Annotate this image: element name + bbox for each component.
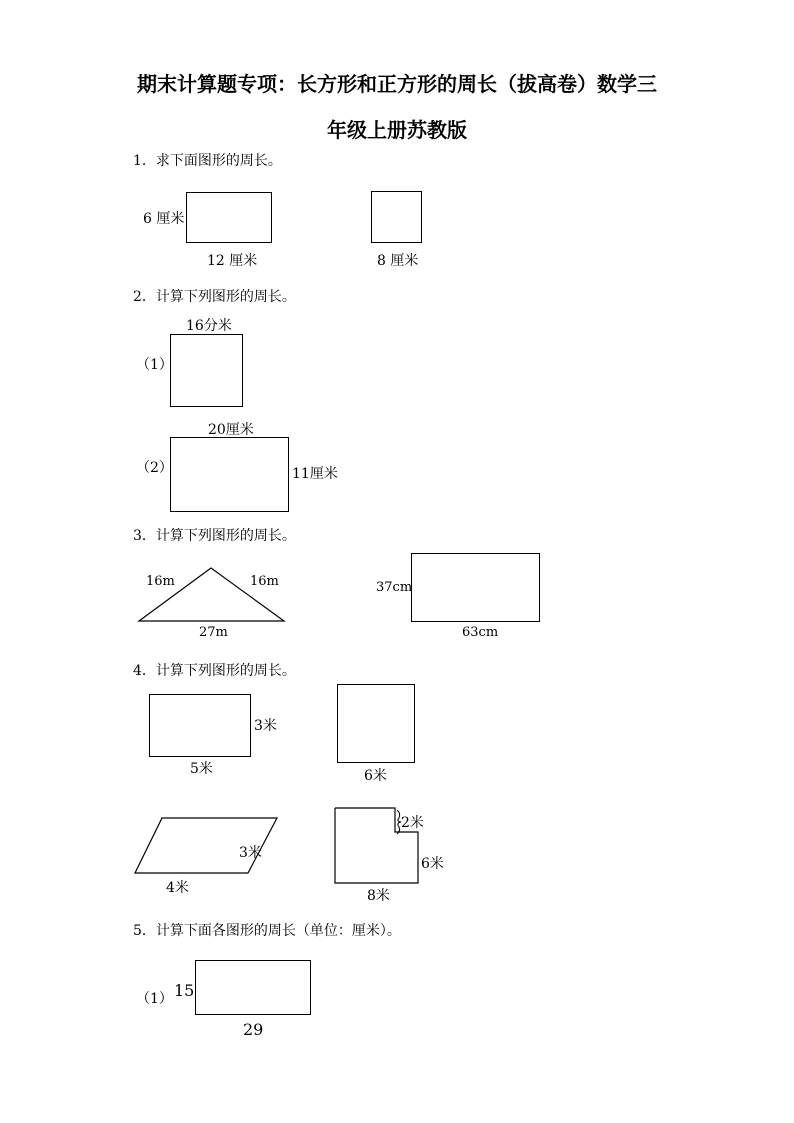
- q4-rect-width-label: 5米: [190, 761, 213, 777]
- q5-rect-height-label: 15: [174, 981, 195, 1000]
- q1-rect-width-label: 12 厘米: [207, 253, 258, 269]
- q2-part2-marker: （2）: [136, 460, 173, 476]
- page-title: 期末计算题专项：长方形和正方形的周长（拔高卷）数学三: [137, 72, 657, 96]
- question-3-prompt: 3．计算下列图形的周长。: [133, 528, 296, 544]
- q3-rect-width-label: 63cm: [462, 625, 499, 640]
- q4-notched-height-label: 6米: [421, 856, 444, 872]
- q1-square-side-label: 8 厘米: [377, 253, 419, 269]
- q4-notch-brace: [397, 810, 401, 834]
- q3-triangle: [139, 568, 284, 621]
- q4-square-side-label: 6米: [364, 768, 387, 784]
- q4-notched-notch-label: 2米: [401, 815, 424, 831]
- q3-rect-height-label: 37cm: [376, 580, 413, 595]
- q4-parallelogram-base-label: 4米: [166, 880, 189, 896]
- q2-part1-side-label: 16分米: [186, 318, 232, 334]
- page-title-line2: 年级上册苏教版: [327, 118, 467, 142]
- q5-part1-marker: （1）: [136, 991, 173, 1007]
- question-1-prompt: 1．求下面图形的周长。: [133, 153, 282, 169]
- q2-part2-height-label: 11厘米: [292, 466, 338, 482]
- q3-triangle-left-label: 16m: [146, 574, 175, 589]
- q1-rect-height-label: 6 厘米: [143, 211, 185, 227]
- q4-notched-shape: [335, 808, 418, 883]
- question-5-prompt: 5．计算下面各图形的周长（单位：厘米）。: [133, 923, 401, 939]
- q4-parallelogram-side-label: 3米: [239, 845, 262, 861]
- q3-triangle-base-label: 27m: [199, 625, 228, 640]
- q4-rect-height-label: 3米: [254, 718, 277, 734]
- q3-triangle-right-label: 16m: [250, 574, 279, 589]
- question-2-prompt: 2．计算下列图形的周长。: [133, 289, 296, 305]
- q2-part1-marker: （1）: [136, 357, 173, 373]
- q4-parallelogram: [135, 818, 277, 873]
- q5-rect-width-label: 29: [243, 1020, 264, 1039]
- q2-part2-width-label: 20厘米: [208, 422, 254, 438]
- question-4-prompt: 4．计算下列图形的周长。: [133, 663, 296, 679]
- q4-notched-width-label: 8米: [367, 888, 390, 904]
